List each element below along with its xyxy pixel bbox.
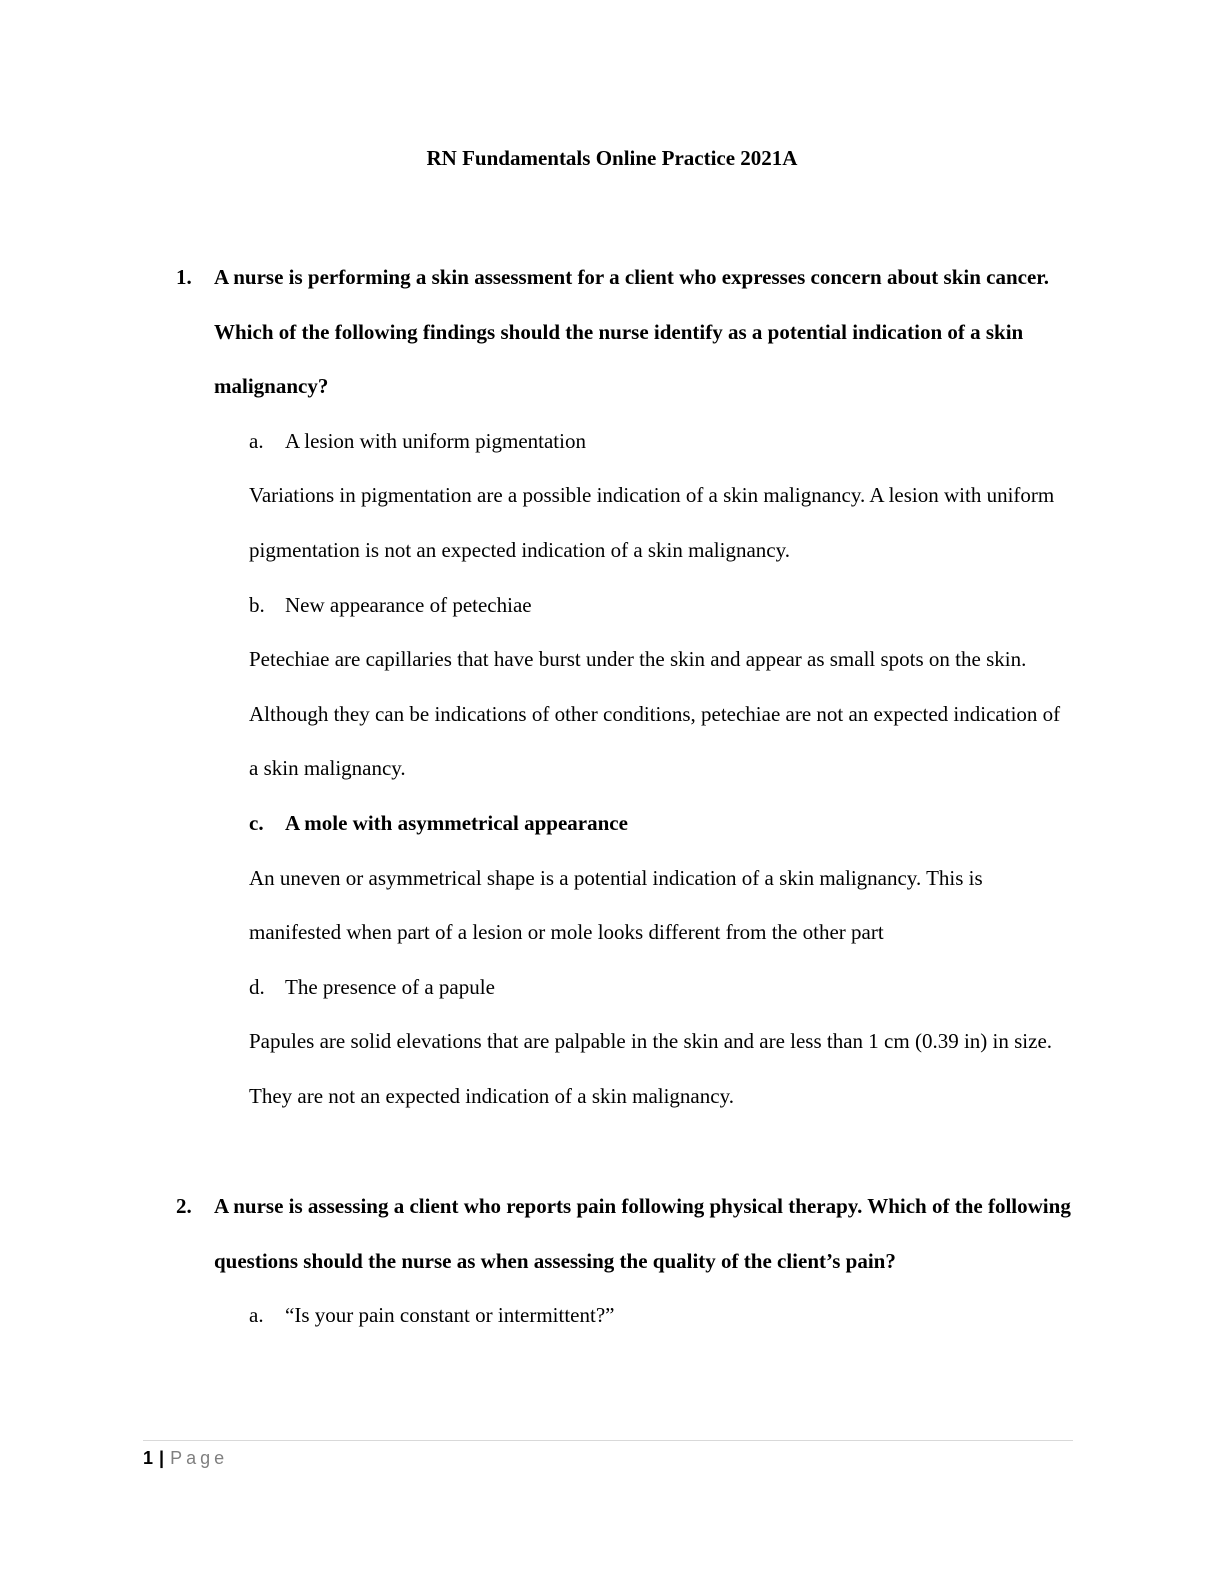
option-letter: d. [249,974,265,999]
page-footer [143,1445,228,1471]
answer-option-a [249,414,1076,469]
option-text: New appearance of petechiae [285,592,532,617]
question-text: A nurse is performing a skin assessment for a client who expresses concern about skin cancer. Which of the following findings should the nurse identify as a potential indication of a skin malignancy? [214,265,1049,399]
option-rationale: Papules are solid elevations that are palpable in the skin and are less than 1 cm (0.39 in) in size. They are not an expected indication of a skin malignancy. [249,1029,1053,1108]
answer-option-d [249,960,1076,1015]
question-2 [176,1179,1076,1343]
option-letter: a. [249,428,264,453]
option-text: The presence of a papule [285,974,495,999]
option-text: “Is your pain constant or intermittent?” [285,1303,615,1328]
option-text: A lesion with uniform pigmentation [285,428,586,453]
page-label: Page [170,1448,229,1468]
option-letter: c. [249,810,264,835]
answer-option-a [249,1288,1076,1343]
answer-option-b [249,578,1076,633]
page-number: 1 [143,1448,154,1468]
option-rationale: Petechiae are capillaries that have burst under the skin and appear as small spots on the skin. Although they can be indications of other conditions, petechiae are not an expected indication of a skin malignancy. [249,647,1061,781]
footer-divider [143,1440,1073,1441]
footer-separator: | [159,1448,165,1468]
question-stem [176,250,1076,414]
answer-option-c-correct [249,796,1076,851]
question-number: 2. [176,1194,192,1218]
option-rationale: Variations in pigmentation are a possible indication of a skin malignancy. A lesion with uniform pigmentation is not an expected indication of a skin malignancy. [249,483,1055,562]
option-letter: b. [249,592,265,617]
question-stem [176,1179,1076,1288]
option-letter: a. [249,1303,264,1328]
question-1 [176,250,1076,1124]
option-text: A mole with asymmetrical appearance [285,810,628,835]
option-rationale: An uneven or asymmetrical shape is a potential indication of a skin malignancy. This is manifested when part of a lesion or mole looks different from the other part [249,865,983,945]
question-number: 1. [176,265,192,289]
question-text: A nurse is assessing a client who reports pain following physical therapy. Which of the following questions should the nurse as when assessing the quality of the client’s pain? [214,1194,1071,1273]
page-title: RN Fundamentals Online Practice 2021A [426,146,798,170]
